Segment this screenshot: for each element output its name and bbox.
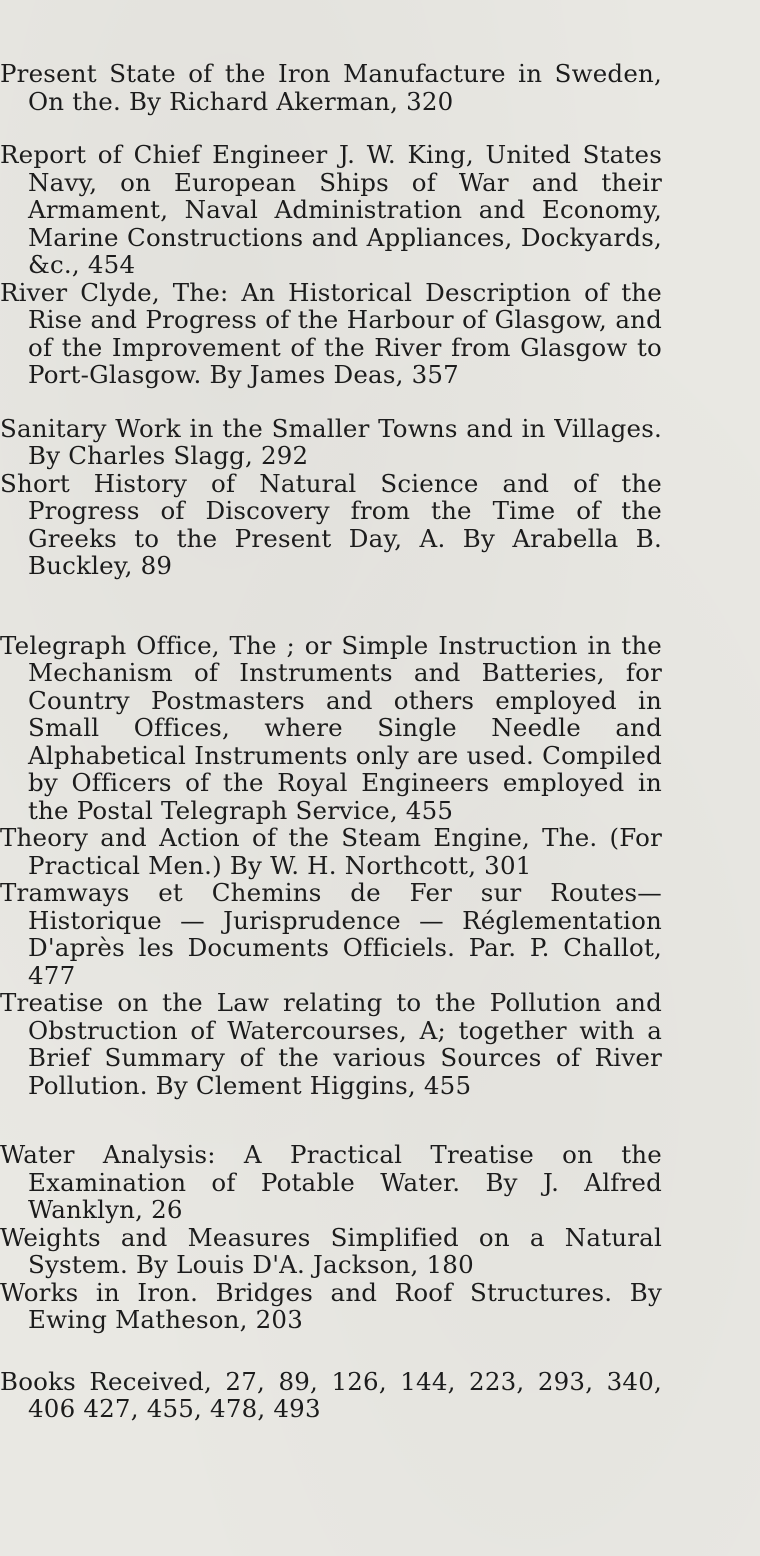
index-entry: Theory and Action of the Steam Engine, The. (For Practical Men.) By W. H. Northcott, 301: [0, 823, 662, 880]
index-entry: Water Analysis: A Practical Treatise on the Examination of Potable Water. By J. Alfred Wanklyn, 26: [0, 1140, 662, 1224]
index-group-b: [0, 1368, 760, 1423]
index-entry: Present State of the Iron Manufacture in Sweden, On the. By Richard Akerman, 320: [0, 59, 662, 116]
index-entry: Report of Chief Engineer J. W. King, United States Navy, on European Ships of War and their Armament, Naval Administration and Economy, Marine Constructions and Appliances, Dockyards, &c., 454: [0, 140, 662, 279]
index-entry: Telegraph Office, The ; or Simple Instruction in the Mechanism of Instruments and Batteries, for Country Postmasters and others employed in Small Offices, where Single Needle and Alphabetical Instruments only are used. Compiled by Officers of the Royal Engineers employed in the Postal Telegraph Service, 455: [0, 630, 662, 825]
index-entry: River Clyde, The: An Historical Description of the Rise and Progress of the Harbour of Glasgow, and of the Improvement of the River from Glasgow to Port-Glasgow. By James Deas, 357: [0, 277, 662, 389]
index-group-w: [0, 1141, 760, 1334]
index-group-s: [0, 415, 760, 580]
index-group-p: [0, 60, 760, 115]
index-entry: Treatise on the Law relating to the Pollution and Obstruction of Watercourses, A; together with a Brief Summary of the various Sources of River Pollution. By Clement Higgins, 455: [0, 988, 662, 1100]
index-entry: Books Received, 27, 89, 126, 144, 223, 293, 340, 406 427, 455, 478, 493: [0, 1366, 662, 1423]
index-entry: Sanitary Work in the Smaller Towns and in Villages. By Charles Slagg, 292: [0, 413, 662, 470]
index-group-r: [0, 141, 760, 389]
index-entry: Tramways et Chemins de Fer sur Routes—Historique — Jurisprudence — Réglementation D'après les Documents Officiels. Par. P. Challot, 477: [0, 878, 662, 990]
index-group-t: [0, 632, 760, 1100]
index-entry: Short History of Natural Science and of the Progress of Discovery from the Time of the Greeks to the Present Day, A. By Arabella B. Buckley, 89: [0, 468, 662, 580]
index-entry: Weights and Measures Simplified on a Natural System. By Louis D'A. Jackson, 180: [0, 1222, 662, 1279]
index-entry: Works in Iron. Bridges and Roof Structures. By Ewing Matheson, 203: [0, 1277, 662, 1334]
